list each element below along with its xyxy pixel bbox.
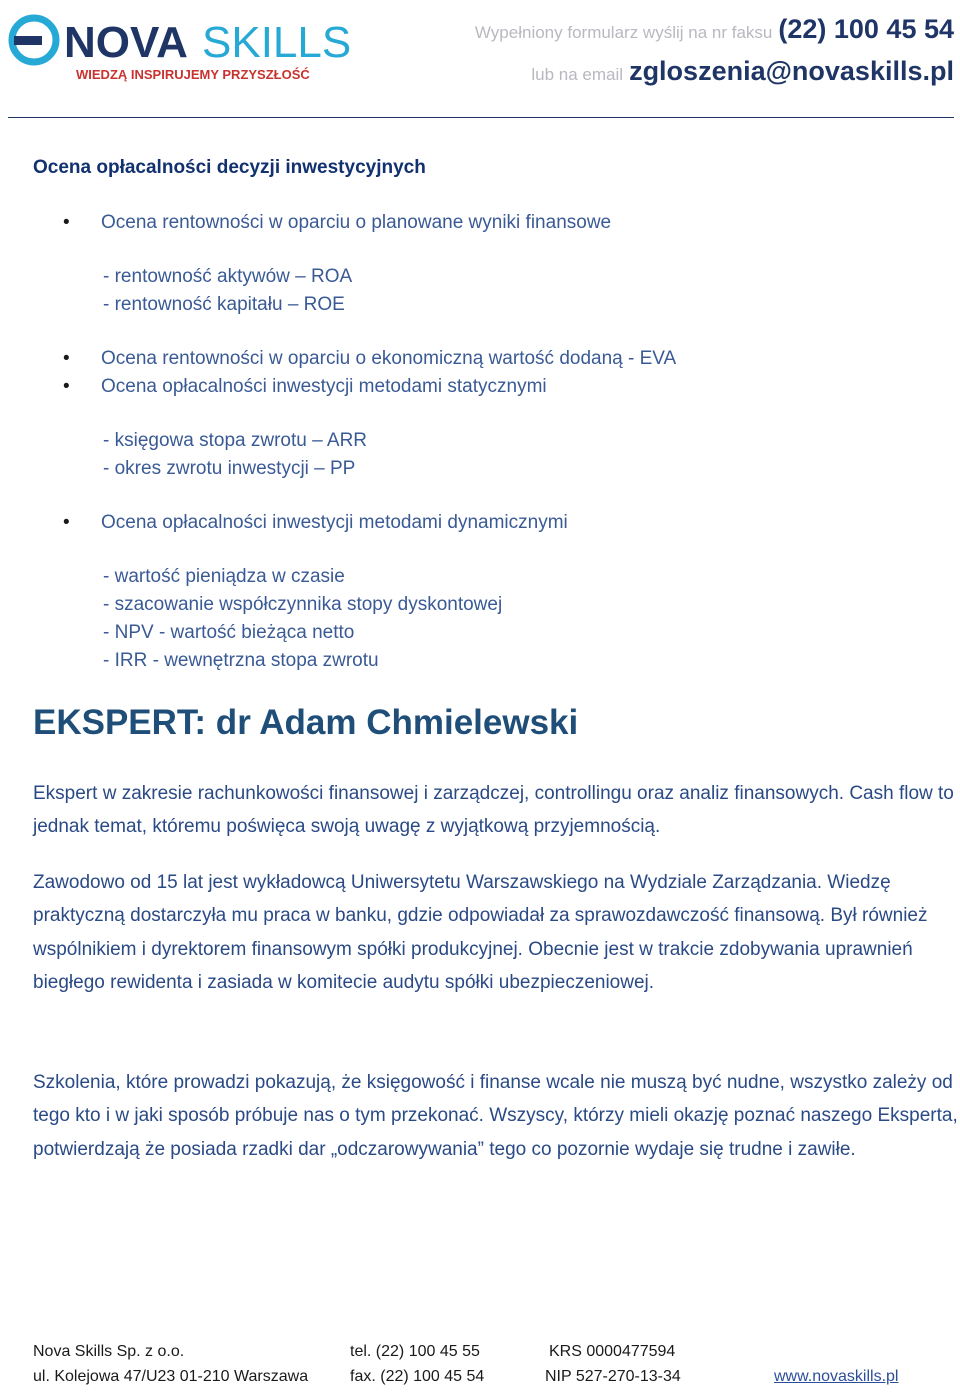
- footer-website-link[interactable]: www.novaskills.pl: [774, 1368, 899, 1385]
- sub-item: - rentowność kapitału – ROE: [103, 294, 345, 315]
- expert-paragraph-3: Szkolenia, które prowadzi pokazują, że księgowość i finanse wcale nie muszą być nudne, wszystko zależy od tego kto i w jaki sposób próbuje nas o tym przekonać. Wszyscy, którzy mieli okazję poznać naszego Eksperta, potwierdzają że posiada rzadki dar „odczarowywania” tego co pozornie wydaje się trudne i zawiłe.: [33, 1072, 958, 1160]
- section-title: Ocena opłacalności decyzji inwestycyjnych: [33, 157, 426, 178]
- sub-item: - IRR - wewnętrzna stopa zwrotu: [103, 650, 379, 671]
- header-divider: [8, 117, 954, 118]
- footer-address: ul. Kolejowa 47/U23 01-210 Warszawa: [33, 1368, 309, 1385]
- bullet-item-label: Ocena opłacalności inwestycji metodami dynamicznymi: [101, 512, 568, 533]
- bullet-item-label: Ocena rentowności w oparciu o planowane wyniki finansowe: [101, 212, 612, 233]
- footer-nip: NIP 527-270-13-34: [545, 1368, 681, 1385]
- footer-company: Nova Skills Sp. z o.o.: [33, 1343, 185, 1360]
- fax-number: (22) 100 45 54: [778, 14, 954, 44]
- email-line: [531, 56, 954, 87]
- expert-heading: EKSPERT: dr Adam Chmielewski: [33, 703, 579, 742]
- email-link[interactable]: zgloszenia@novaskills.pl: [629, 56, 954, 86]
- page-header: [0, 0, 960, 120]
- footer-fax: fax. (22) 100 45 54: [350, 1368, 485, 1385]
- bullet-item-label: Ocena rentowności w oparciu o ekonomiczną wartość dodaną - EVA: [101, 348, 677, 369]
- email-label: lub na email: [531, 65, 624, 84]
- logo-tagline: WIEDZĄ INSPIRUJEMY PRZYSZŁOŚĆ: [76, 67, 310, 82]
- expert-paragraph-1: Ekspert w zakresie rachunkowości finansowej i zarządczej, controllingu oraz analiz finansowych. Cash flow to jednak temat, któremu poświęca swoją uwagę z wyjątkową przyjemnością.: [33, 783, 954, 838]
- sub-item: - NPV - wartość bieżąca netto: [103, 622, 355, 643]
- sub-item: - rentowność aktywów – ROA: [103, 266, 353, 287]
- fax-line: [475, 14, 954, 45]
- bullet-item-label: Ocena opłacalności inwestycji metodami statycznymi: [101, 376, 547, 397]
- sub-item: - okres zwrotu inwestycji – PP: [103, 458, 356, 479]
- sub-item: - księgowa stopa zwrotu – ARR: [103, 430, 368, 451]
- sub-item: - wartość pieniądza w czasie: [103, 566, 345, 587]
- sub-item: - szacowanie współczynnika stopy dyskontowej: [103, 594, 503, 615]
- logo-skills-text: SKILLS: [202, 18, 351, 67]
- logo-nova-text: NOVA: [64, 18, 188, 67]
- footer-krs: KRS 0000477594: [549, 1343, 676, 1360]
- expert-paragraph-2: Zawodowo od 15 lat jest wykładowcą Uniwersytetu Warszawskiego na Wydziale Zarządzania. Wiedzę praktyczną dostarczyła mu praca w banku, gdzie odpowiadał za sprawozdawczość finansową. Był również wspólnikiem i dyrektorem finansowym spółki produkcyjnej. Obecnie jest w trakcie zdobywania uprawnień biegłego rewidenta i zasiada w komitecie audytu spółki ubezpieczeniowej.: [33, 872, 928, 993]
- novaskills-logo: [6, 12, 351, 84]
- footer-tel: tel. (22) 100 45 55: [350, 1343, 480, 1360]
- fax-label: Wypełniony formularz wyślij na nr faksu: [474, 23, 773, 42]
